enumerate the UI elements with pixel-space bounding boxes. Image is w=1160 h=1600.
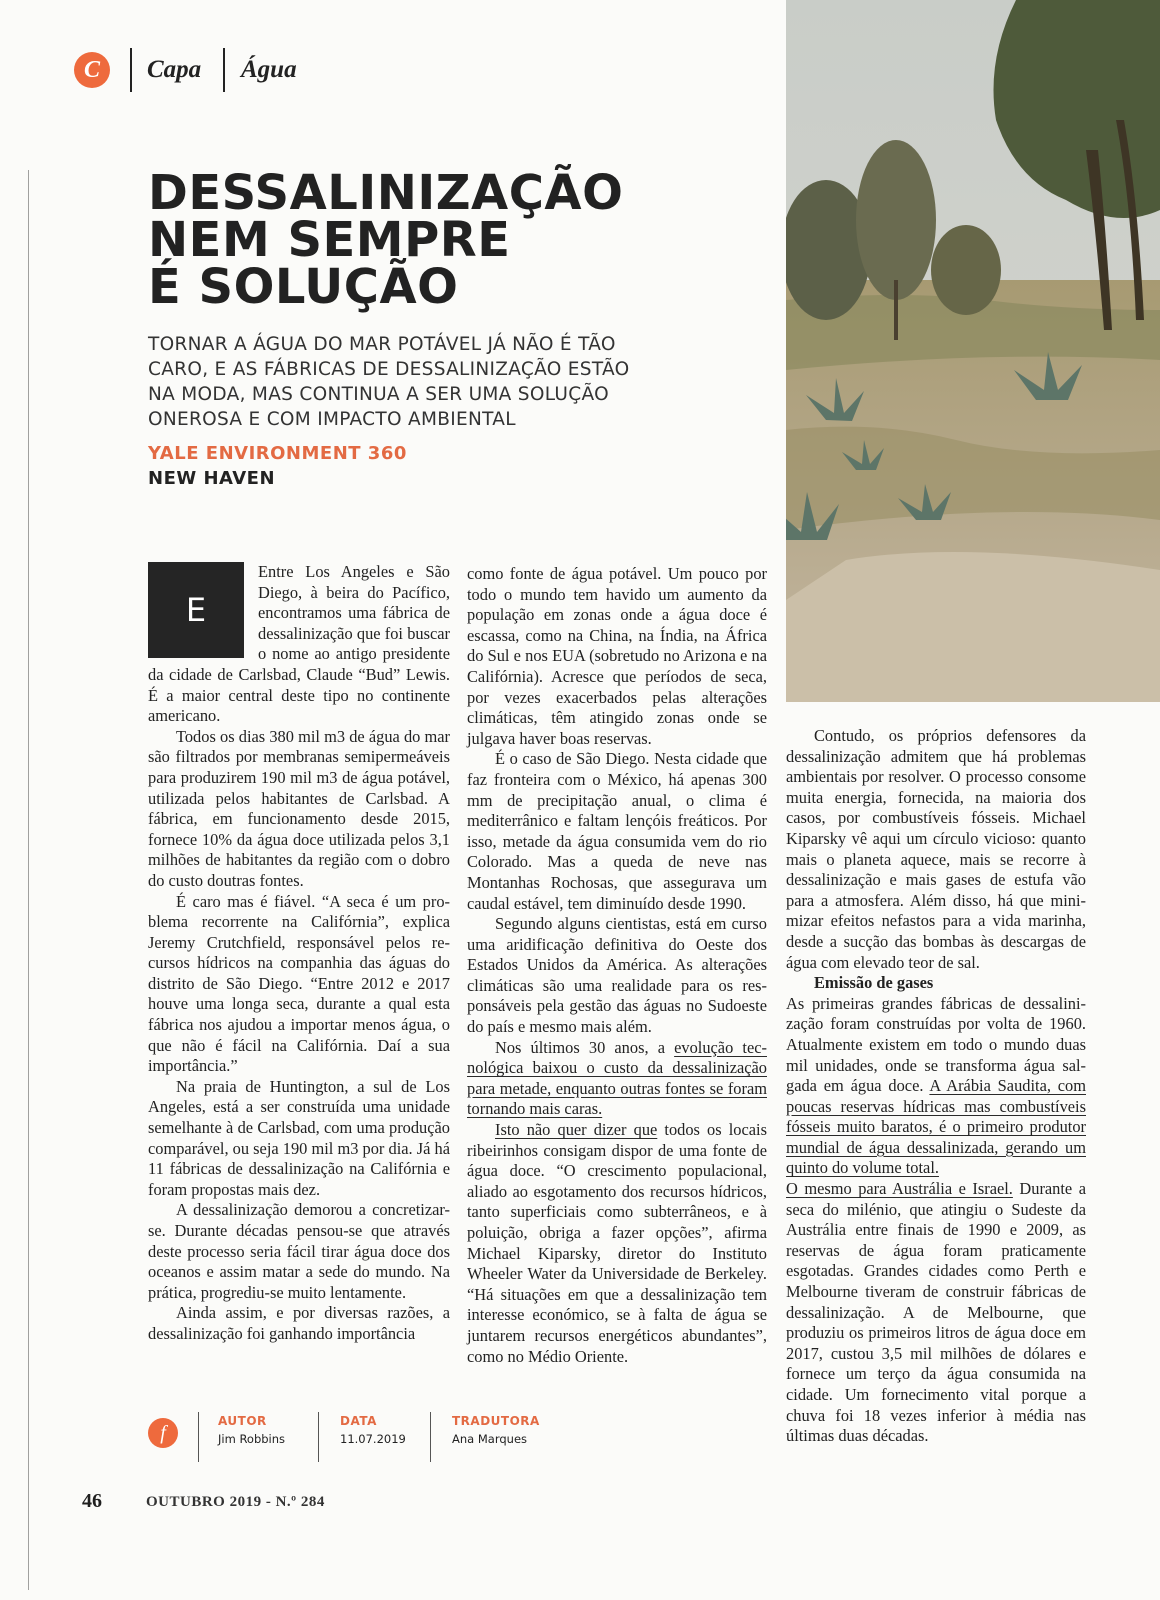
credits-divider [198,1412,199,1462]
handwritten-underline-text: O mesmo para Austrália e Israel. [786,1179,1013,1199]
paragraph: Entre Los Angeles e São Diego, à beira do Pacífico, encontramos uma fábrica de dessalinização que foi buscar o nome ao antigo presidente da cidade de Carlsbad, Claude “Bud” Lewis. É a maior central deste tipo no continente americano. [148,562,450,726]
translator-name: Ana Marques [452,1432,528,1446]
scan-edge-line [28,170,29,1590]
drop-cap: E [148,562,244,658]
author-name: Jim Robbins [218,1432,286,1446]
subsection-label[interactable]: Água [241,56,297,83]
translator-label: TRADUTORA [452,1414,540,1428]
subheading: Emissão de gases [814,973,934,993]
article-column-2 [467,564,767,1367]
handwritten-underline-text: A Arábia Saudita, com poucas reservas hídricas mas combustíveis fósseis muito baratos, é o primeiro produtor mundial de água dessalinizada, gerando um quinto do volume total. [786,1076,1086,1178]
section-label[interactable]: Capa [147,56,202,83]
magazine-c-logo: C [74,52,110,88]
paragraph: Contudo, os próprios defensores da dessalinização admitem que há problemas ambientais por resolver. O processo consome muita energia, fornecida, na maioria dos casos, por combustíveis fósseis. Michael Kiparsky vê aqui um círculo vicioso: quanto mais o planeta aquece, mais se recorre à dessalinização e mais gases de estufa vão para a atmosfera. Além disso, há que minimizar efeitos nefastos para a vida marinha, desde a sucção das bombas às descargas de água com elevado teor de sal. [786,726,1086,972]
article-column-3 [786,726,1086,1447]
title-line-1: DESSALINIZAÇÃO [148,165,624,221]
paragraph: Na praia de Huntington, a sul de Los Angeles, está a ser construída uma unidade semelhante à de Carlsbad, com uma produção comparável, ou seja 190 mil m3 por dia. Já há 11 fábricas de dessalinização na Califórnia e foram propostas mais dez. [148,1076,450,1199]
paragraph [467,1120,767,1367]
handwritten-underline-text: Isto não quer dizer que [495,1120,658,1140]
article-source: YALE ENVIRONMENT 360 [148,443,407,464]
credits-divider [318,1412,319,1462]
landscape-photo [786,0,1160,702]
header-divider [130,48,132,92]
title-line-3: É SOLUÇÃO [148,259,459,315]
date-value: 11.07.2019 [340,1432,406,1446]
paragraph: A dessalinização demorou a concretizar-se. Durante décadas pensou-se que através deste processo seria fácil tirar água doce dos oceanos e assim matar a sede do mundo. Na prática, progrediu-se muito lentamente. [148,1200,450,1302]
credits-divider [430,1412,431,1462]
article-column-1 [148,562,450,1345]
article-place: NEW HAVEN [148,468,276,489]
paragraph [786,994,1086,1179]
page-number: 46 [82,1490,102,1512]
author-label: AUTOR [218,1414,267,1428]
issue-info: OUTUBRO 2019 - N.º 284 [146,1494,325,1510]
text-run: As primeiras grandes fábricas de dessalinização foram construídas por volta de 1960. Atualmente existem em todo o mundo duas mil unidades, onde se transforma água salgada em água doce. [786,993,1086,1096]
paragraph [786,1179,1086,1447]
paragraph [467,1038,767,1120]
handwritten-underline-text: evolução tecnológica baixou o custo da dessalinização para metade, enquanto outras fontes se foram tornando mais caras. [467,1037,767,1119]
header-divider-2 [223,48,225,92]
magazine-f-logo: f [148,1418,178,1448]
date-label: DATA [340,1414,377,1428]
paragraph: Todos os dias 380 mil m3 de água do mar são filtrados por membranas semipermeáveis para produzirem 190 mil m3 de água potável, utilizada pelos habitantes de Carlsbad. A fábrica, em funcionamento desde 2015, fornece 10% da água doce utilizada pelos 3,1 milhões de habitantes da região com o dobro do custo doutras fontes. [148,726,450,890]
article-title [148,165,628,315]
article-lead: TORNAR A ÁGUA DO MAR POTÁVEL JÁ NÃO É TÃO CARO, E AS FÁBRICAS DE DESSALINIZAÇÃO ESTÃO NA MODA, MAS CONTINUA A SER UMA SOLUÇÃO ONEROSA E COM IMPACTO AMBIENTAL [148,334,630,430]
paragraph: Ainda assim, e por diversas razões, a dessalinização foi ganhando importância [148,1303,450,1343]
paragraph: É o caso de São Diego. Nesta cidade que faz fronteira com o México, há apenas 300 mm de precipitação anual, o clima é mediterrânico e faltam lençóis freáticos. Por isso, metade da água consumida vem do rio Colorado. Mas a queda de neve nas Montanhas Rochosas, que assegurava um caudal estável, tem diminuído desde 1990. [467,749,767,913]
paragraph: Segundo alguns cientistas, está em curso uma aridificação definitiva do Oeste dos Estados Unidos da América. As alterações climáticas são uma realidade para os responsáveis pela gestão das águas no Sudoeste do país e mesmo mais além. [467,914,767,1037]
paragraph: como fonte de água potável. Um pouco por todo o mundo tem havido um aumento da população em zonas onde a água doce é escassa, como na China, na Índia, na África do Sul e nos EUA (sobretudo no Arizona e na Califórnia). Acresce que períodos de seca, por vezes exacerbados pelas alterações climáticas, têm atingido zonas onde se julgava haver boas reservas. [467,564,767,748]
text-run: todos os locais ribeirinhos consigam dispor de uma fonte de água doce. “O crescimento populacional, aliado ao esgotamento dos recursos hídricos, tanto superficiais como subterrâneos, e à poluição, obriga a fazer opções”, afirma Michael Kiparsky, diretor do Instituto Wheeler Water da Universidade de Berkeley. “Há situações em que a dessalinização tem interesse económico, se à falta de água se juntarem recursos energéticos abundantes”, como no Médio Oriente. [467,1120,767,1366]
text-run: Nos últimos 30 anos, a [495,1037,675,1057]
paragraph: É caro mas é fiável. “A seca é um problema recorrente na Califórnia”, explica Jeremy Crutchfield, responsável pelos recursos hídricos na companhia das águas do distrito de São Diego. “Entre 2012 e 2017 houve uma longa seca, durante a qual esta fábrica nos ajudou a importar menos água, o que não é fácil na Califórnia. Daí a sua importância.” [148,891,450,1076]
title-line-2: NEM SEMPRE [148,212,511,268]
text-run: Durante a seca do milénio, que atingiu o Sudeste da Austrália entre finais de 1990 e 2009, as reservas de água foram praticamente esgotadas. Grandes cidades como Perth e Melbourne tiveram de construir fábricas de dessalinização. A de Melbourne, que produziu os primeiros litros de água doce em 2017, custou 3,5 mil milhões de dólares e fornece um terço da água consumida na cidade. Um fornecimento vital porque a chuva foi 18 vezes inferior à média nas últimas duas décadas. [786,1179,1086,1446]
